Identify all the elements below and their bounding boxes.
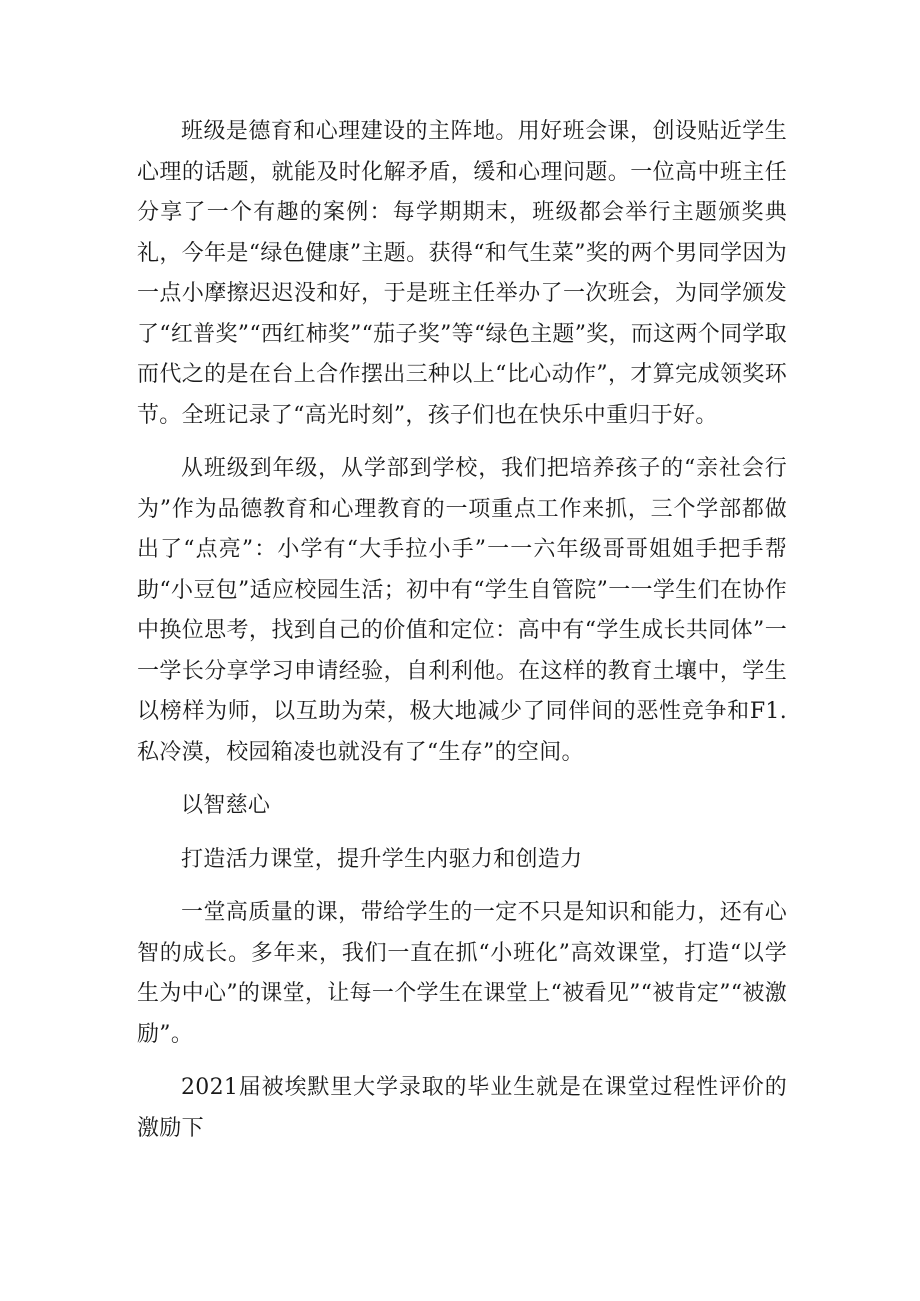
section-subtitle: 打造活力课堂，提升学生内驱力和创造力 [181,846,583,872]
paragraph-quality-class: 一堂高质量的课，带给学生的一定不只是知识和能力，还有心智的成长。多年来，我们一直在抓“小班化”高效课堂，打造“以学生为中心”的课堂，让每一个学生在课堂上“被看见”“被肯定”“被激励”。 [137,900,787,1047]
paragraph-graduate: 2021届被埃默里大学录取的毕业生就是在课堂过程性评价的激励下 [137,1075,787,1141]
paragraph-class-meeting: 班级是德育和心理建设的主阵地。用好班会课，创设贴近学生心理的话题，就能及时化解矛盾，缓和心理问题。一位高中班主任分享了一个有趣的案例：每学期期末，班级都会举行主题颁奖典礼，今年是“绿色健康”主题。获得“和气生菜”奖的两个男同学因为一点小摩擦迟迟没和好，于是班主任举办了一次班会，为同学颁发了“红普奖”“西红柿奖”“茄子奖”等“绿色主题”奖，而这两个同学取而代之的是在台上合作摆出三种以上“比心动作”，才算完成领奖环节。全班记录了“高光时刻”，孩子们也在快乐中重归于好。 [137,119,787,428]
paragraph-prosocial-behavior: 从班级到年级，从学部到学校，我们把培养孩子的“亲社会行为”作为品德教育和心理教育的一项重点工作来抓，三个学部都做出了“点亮”：小学有“大手拉小手”一一六年级哥哥姐姐手把手帮助“小豆包”适应校园生活；初中有“学生自管院”一一学生们在协作中换位思考，找到自己的价值和定位：高中有“学生成长共同体”一一学长分享学习申请经验，自利利他。在这样的教育土壤中，学生以榜样为师，以互助为荣，极大地减少了同伴间的恶性竞争和F1.私冷漠，校园箱凌也就没有了“生存”的空间。 [137,456,787,765]
section-title: 以智慈心 [181,793,271,818]
document-body [137,112,787,1162]
